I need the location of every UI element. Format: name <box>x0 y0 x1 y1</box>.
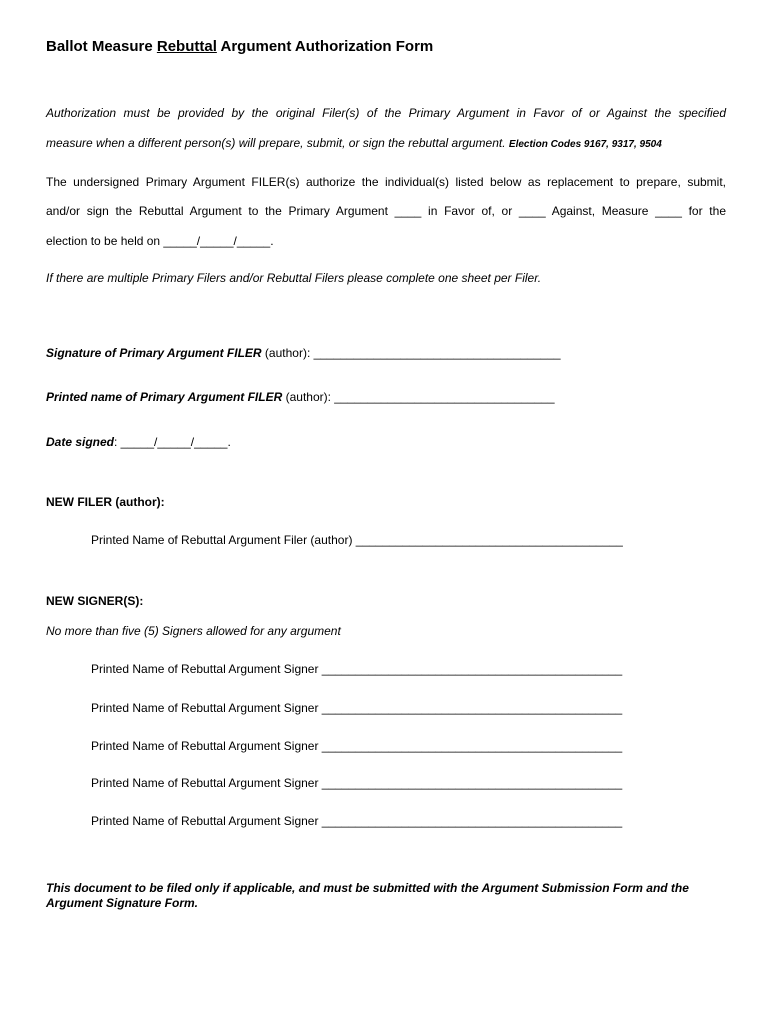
footer-note-line-2: Argument Signature Form. <box>46 896 199 910</box>
multiple-filers-note: If there are multiple Primary Filers and/or Rebuttal Filers please complete one sheet per Filer. <box>46 271 542 285</box>
undersigned-text-line-2: and/or sign the Rebuttal Argument to the Primary Argument ____ in Favor of, or ____ Against, Measure ____ for the <box>46 204 726 218</box>
date-signed-field[interactable]: Date signed: _____/_____/_____. <box>46 435 231 449</box>
authorization-text-line-1: Authorization must be provided by the original Filer(s) of the Primary Argument in Favor of or Against the specified <box>46 106 726 120</box>
signers-limit-note: No more than five (5) Signers allowed for any argument <box>46 624 341 638</box>
election-codes: Election Codes 9167, 9317, 9504 <box>508 139 662 150</box>
signer-name-field-4[interactable]: Printed Name of Rebuttal Argument Signer _____________________________________________ <box>91 776 623 790</box>
new-filer-name-field[interactable]: Printed Name of Rebuttal Argument Filer (author) ________________________________________ <box>91 533 623 547</box>
signer-name-field-2[interactable]: Printed Name of Rebuttal Argument Signer _____________________________________________ <box>91 701 623 715</box>
footer-note-line-1: This document to be filed only if applicable, and must be submitted with the Argument Submission Form and the <box>46 881 689 895</box>
undersigned-text-line-1: The undersigned Primary Argument FILER(s) authorize the individual(s) listed below as replacement to prepare, submit, <box>46 175 726 189</box>
new-filer-heading: NEW FILER (author): <box>46 495 165 509</box>
signer-name-field-1[interactable]: Printed Name of Rebuttal Argument Signer _____________________________________________ <box>91 662 623 676</box>
new-signers-heading: NEW SIGNER(S): <box>46 594 144 608</box>
primary-filer-signature-field[interactable]: Signature of Primary Argument FILER (author): _____________________________________ <box>46 346 561 360</box>
authorization-text-line-2: measure when a different person(s) will prepare, submit, or sign the rebuttal argument. Election Codes 9167, 9317, 9504 <box>46 136 662 150</box>
signer-name-field-3[interactable]: Printed Name of Rebuttal Argument Signer _____________________________________________ <box>91 739 623 753</box>
primary-filer-printed-name-field[interactable]: Printed name of Primary Argument FILER (author): _________________________________ <box>46 390 555 404</box>
signer-name-field-5[interactable]: Printed Name of Rebuttal Argument Signer _____________________________________________ <box>91 814 623 828</box>
undersigned-text-line-3: election to be held on _____/_____/_____. <box>46 234 274 248</box>
form-title: Ballot Measure Rebuttal Argument Authorization Form <box>46 38 434 55</box>
